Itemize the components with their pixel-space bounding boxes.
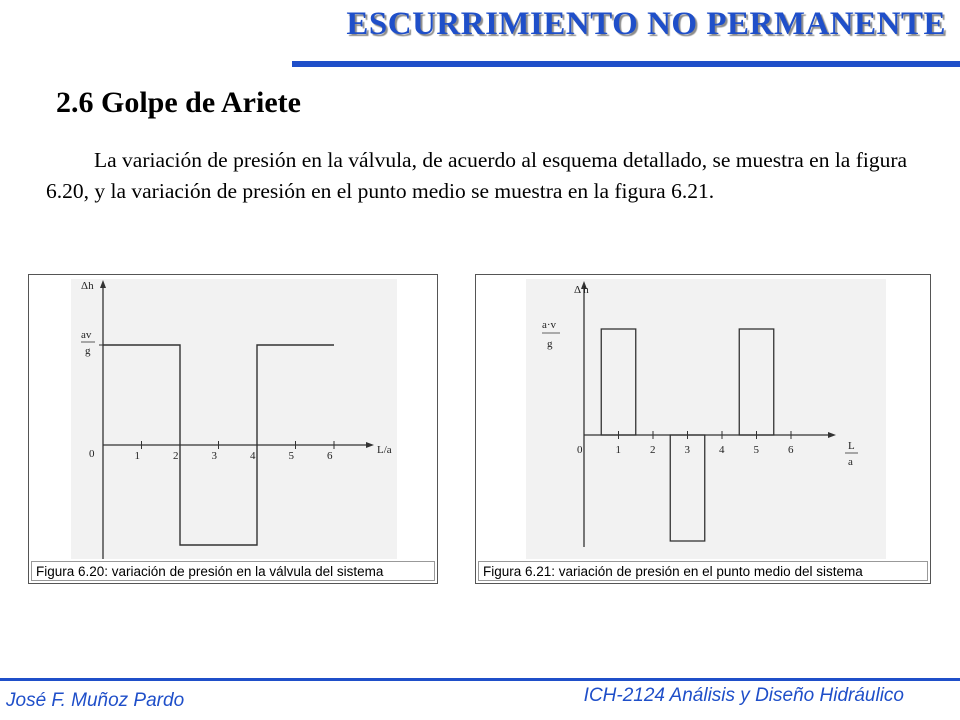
footer-course: ICH-2124 Análisis y Diseño Hidráulico: [583, 685, 904, 706]
figure-6-20-y-label: Δh: [81, 280, 94, 292]
figure-6-20: [28, 274, 438, 584]
figure-6-21-tick-label: 1: [615, 444, 621, 456]
figure-6-21-plot-background: [526, 279, 886, 559]
body-paragraph: La variación de presión en la válvula, de acuerdo al esquema detallado, se muestra en la figura 6.20, y la variación de presión en el punto medio se muestra en la figura 6.21.: [46, 148, 908, 203]
figure-6-21-tick-label: 5: [753, 444, 759, 456]
figure-6-21-origin-label: 0: [577, 444, 583, 456]
figure-6-20-tick-label: 6: [327, 450, 333, 462]
figure-6-21-y-label: Δ h: [574, 284, 589, 296]
figure-6-21-level-num: a·v: [542, 319, 557, 331]
figure-6-21-tick-label: 4: [719, 444, 725, 456]
figure-6-21-x-label-num: L: [848, 440, 855, 452]
figure-6-20-tick-label: 2: [173, 450, 179, 462]
figure-6-20-level-num: av: [81, 329, 92, 341]
figure-6-21-x-label-den: a: [848, 456, 853, 468]
footer-divider: [0, 678, 960, 681]
figure-6-20-plot-background: [71, 279, 397, 559]
figure-6-21-level-den: g: [547, 338, 553, 350]
figure-6-21-tick-label: 6: [788, 444, 794, 456]
figure-6-21-caption: Figura 6.21: variación de presión en el punto medio del sistema: [478, 561, 928, 581]
figure-6-20-caption: Figura 6.20: variación de presión en la válvula del sistema: [31, 561, 435, 581]
figure-6-21-tick-label: 2: [650, 444, 656, 456]
figure-6-21-chart: [476, 275, 930, 561]
figure-6-20-chart: [29, 275, 437, 561]
footer-author: José F. Muñoz Pardo: [6, 690, 185, 711]
figure-6-20-x-label: L/a: [377, 444, 392, 456]
figure-6-20-tick-label: 3: [211, 450, 217, 462]
section-heading: 2.6 Golpe de Ariete: [56, 86, 301, 119]
figure-6-20-tick-label: 1: [134, 450, 140, 462]
title-divider: [292, 61, 960, 67]
figure-6-20-tick-label: 5: [288, 450, 294, 462]
figure-6-21-tick-label: 3: [684, 444, 690, 456]
slide-title: ESCURRIMIENTO NO PERMANENTE: [346, 6, 946, 42]
figure-6-20-level-den: g: [85, 345, 91, 357]
figure-6-21: [475, 274, 931, 584]
figure-6-20-tick-label: 4: [250, 450, 256, 462]
figure-6-20-origin-label: 0: [89, 448, 95, 460]
